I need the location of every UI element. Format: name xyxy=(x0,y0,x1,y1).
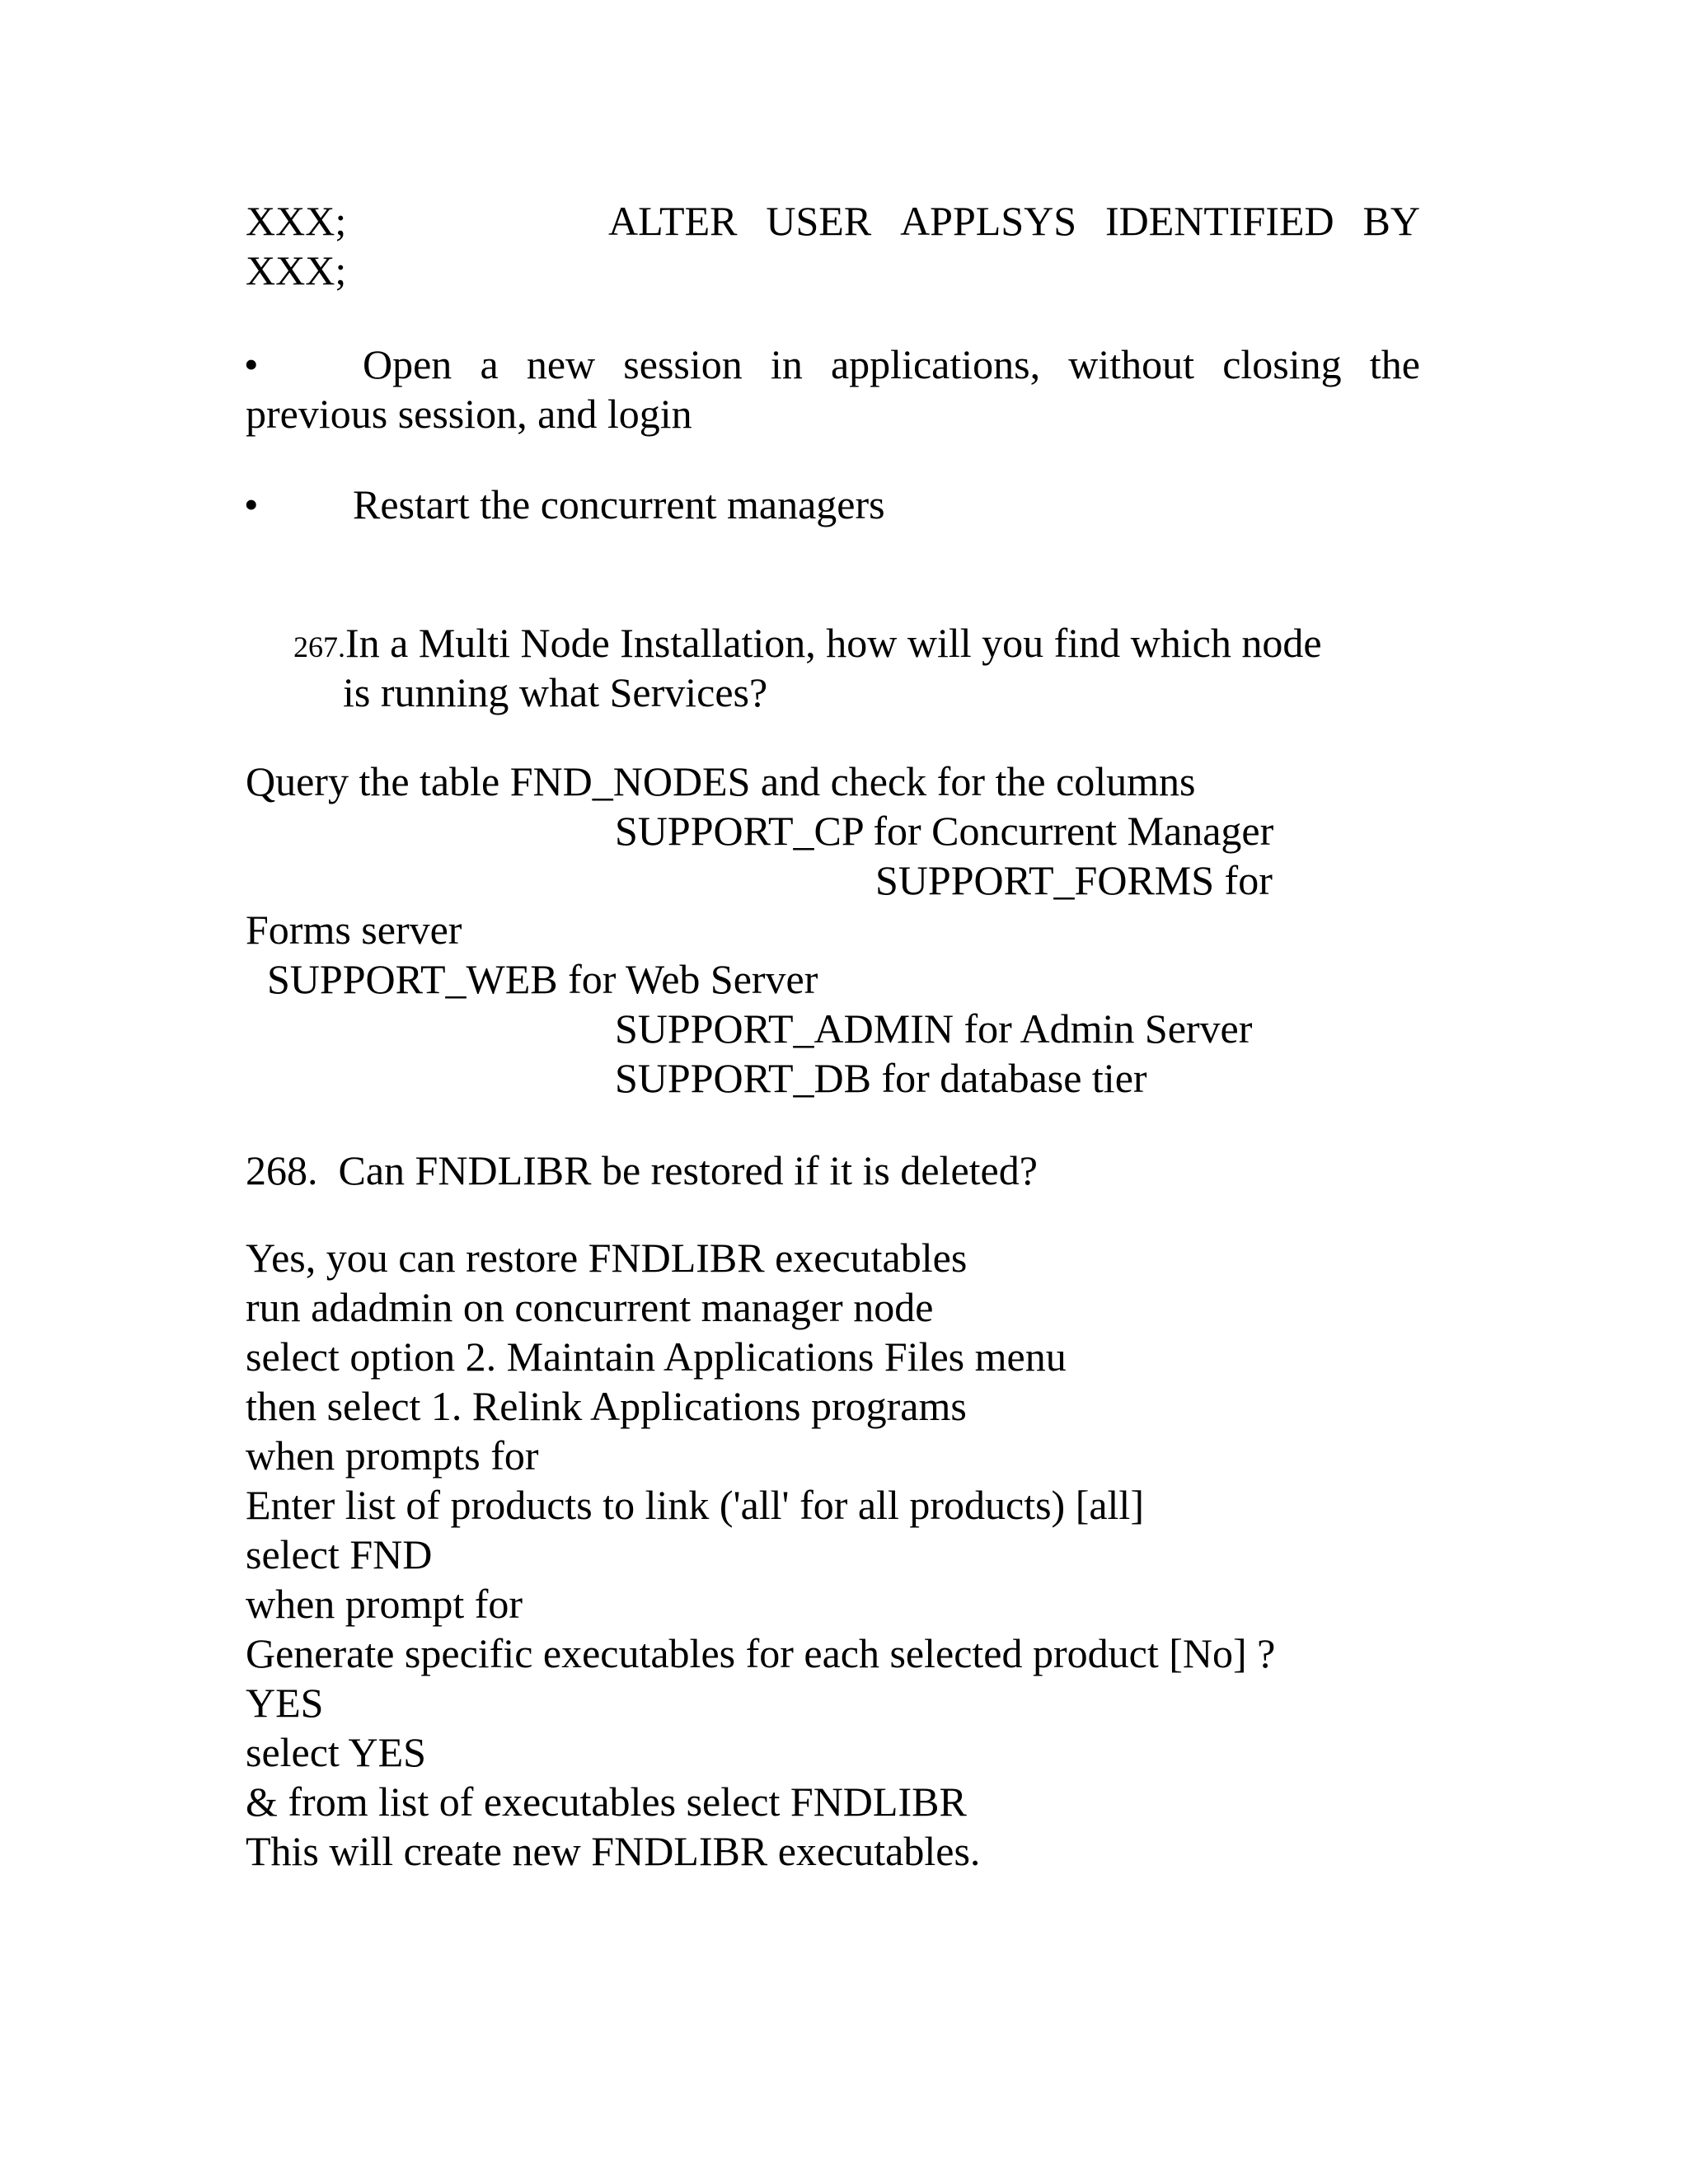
bullet-1-continuation: previous session, and login xyxy=(246,391,692,437)
answer-268-line: YES xyxy=(246,1680,324,1726)
answer-268-line: & from list of executables select FNDLIBR xyxy=(246,1779,967,1825)
answer-267-line: SUPPORT_ADMIN for Admin Server xyxy=(615,1005,1253,1052)
answer-268-line: when prompts for xyxy=(246,1432,539,1479)
bullet-1-word: applications, xyxy=(830,341,1041,387)
question-267-line1 xyxy=(293,618,1322,672)
bullet-1-word: a xyxy=(480,341,499,387)
answer-267-line: SUPPORT_FORMS for xyxy=(875,857,1273,903)
alter-word: APPLSYS xyxy=(900,198,1077,244)
answer-268-line: This will create new FNDLIBR executables. xyxy=(246,1828,981,1874)
alter-line2: XXX; xyxy=(246,247,347,293)
answer-268-line: Generate specific executables for each selected product [No] ? xyxy=(246,1630,1276,1676)
bullet-1-symbol: • xyxy=(244,341,259,387)
answer-268-line: Yes, you can restore FNDLIBR executables xyxy=(246,1235,968,1281)
bullet-2-symbol: • xyxy=(244,481,259,527)
bullet-1-word: Open xyxy=(363,341,452,387)
question-number: 267. xyxy=(293,630,345,663)
alter-word: IDENTIFIED xyxy=(1104,198,1334,244)
answer-268-line: select option 2. Maintain Applications Files menu xyxy=(246,1333,1067,1380)
answer-267-line: SUPPORT_CP for Concurrent Manager xyxy=(615,808,1274,854)
answer-268-line: select FND xyxy=(246,1531,433,1577)
bullet-1-word: session xyxy=(623,341,743,387)
bullet-1-word: without xyxy=(1068,341,1195,387)
answer-267-line: Query the table FND_NODES and check for the columns xyxy=(246,758,1196,804)
answer-268-line: then select 1. Relink Applications programs xyxy=(246,1383,967,1429)
answer-268-line: Enter list of products to link ('all' for all products) [all] xyxy=(246,1482,1144,1528)
answer-268-line: when prompt for xyxy=(246,1581,523,1627)
question-267-line2: is running what Services? xyxy=(343,669,768,715)
bullet-1-word: the xyxy=(1369,341,1420,387)
bullet-1-word: in xyxy=(770,341,803,387)
question-267-text: In a Multi Node Installation, how will you find which node xyxy=(345,620,1322,666)
alter-word: BY xyxy=(1362,198,1420,244)
bullet-2-text: Restart the concurrent managers xyxy=(353,481,885,527)
bullet-1-word: new xyxy=(526,341,596,387)
alter-line1-right xyxy=(608,196,1420,246)
answer-268-line: run adadmin on concurrent manager node xyxy=(246,1284,934,1330)
alter-word: USER xyxy=(766,198,872,244)
answer-267-line: SUPPORT_WEB for Web Server xyxy=(267,956,818,1002)
question-268: 268. Can FNDLIBR be restored if it is deleted? xyxy=(246,1147,1038,1193)
alter-word: ALTER xyxy=(608,198,738,244)
answer-267-line: SUPPORT_DB for database tier xyxy=(615,1055,1147,1101)
bullet-1-first-line xyxy=(363,340,1420,389)
answer-267-line: Forms server xyxy=(246,907,462,953)
bullet-1-word: closing xyxy=(1222,341,1342,387)
alter-line1-left: XXX; xyxy=(246,198,347,244)
answer-268-line: select YES xyxy=(246,1729,426,1775)
